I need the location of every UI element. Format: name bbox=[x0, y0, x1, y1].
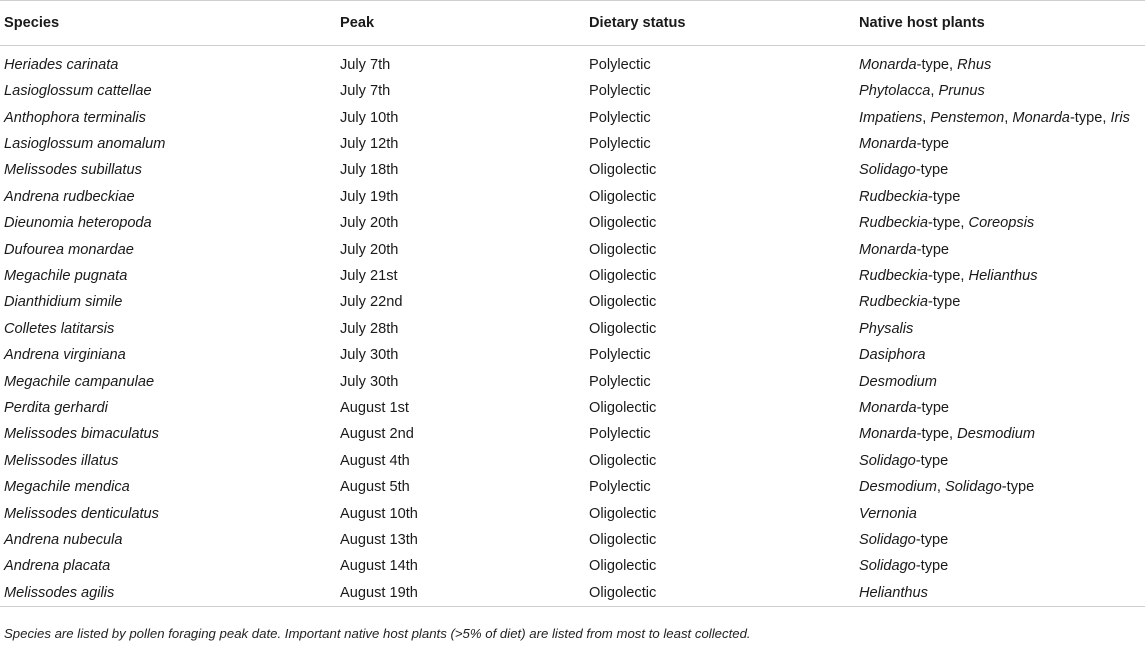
host-plants-cell bbox=[855, 369, 1145, 395]
host-plant-segment: -type, bbox=[916, 56, 958, 73]
host-plants-cell bbox=[855, 316, 1145, 342]
host-plant-segment: Solidago bbox=[944, 479, 1002, 496]
host-plant-segment: Monarda bbox=[859, 56, 917, 73]
host-plant-segment: Monarda bbox=[859, 399, 917, 416]
host-plants-cell bbox=[855, 184, 1145, 210]
host-plant-segment: Helianthus bbox=[859, 584, 928, 601]
table-row bbox=[0, 342, 1145, 368]
host-plant-segment: -type bbox=[915, 162, 949, 179]
table-row bbox=[0, 395, 1145, 421]
species-cell: Anthophora terminalis bbox=[4, 109, 146, 126]
dietary-status-cell: Oligolectic bbox=[589, 399, 657, 416]
peak-cell: July 12th bbox=[340, 136, 399, 153]
species-cell: Megachile campanulae bbox=[4, 373, 155, 390]
table-body bbox=[0, 46, 1145, 607]
dietary-status-cell: Polylectic bbox=[589, 373, 651, 390]
host-plant-segment: -type, bbox=[927, 215, 969, 232]
peak-cell: July 20th bbox=[340, 215, 399, 232]
host-plants-cell bbox=[855, 46, 1145, 79]
peak-cell: August 10th bbox=[340, 505, 418, 522]
table-row bbox=[0, 184, 1145, 210]
dietary-status-cell: Polylectic bbox=[589, 426, 651, 443]
host-plants-cell bbox=[855, 263, 1145, 289]
peak-cell: August 19th bbox=[336, 580, 585, 607]
peak-cell: August 4th bbox=[340, 452, 410, 469]
peak-cell: July 30th bbox=[340, 373, 399, 390]
host-plant-segment: -type bbox=[916, 241, 950, 258]
host-plant-segment: -type, bbox=[927, 268, 969, 285]
dietary-status-cell: Oligolectic bbox=[589, 320, 657, 337]
table-row bbox=[0, 78, 1145, 104]
host-plants-cell bbox=[855, 78, 1145, 104]
host-plant-segment: Prunus bbox=[938, 83, 985, 100]
dietary-status-cell: Oligolectic bbox=[589, 268, 657, 285]
host-plant-segment: Solidago bbox=[859, 558, 916, 575]
peak-cell: July 7th bbox=[340, 56, 391, 73]
host-plants-cell bbox=[855, 342, 1145, 368]
table-footnote: Species are listed by pollen foraging peak date. Important native host plants (>5% of diet) are listed from most to least collected. bbox=[4, 626, 751, 641]
host-plants-cell bbox=[855, 131, 1145, 157]
dietary-status-cell: Oligolectic bbox=[589, 162, 657, 179]
table-row bbox=[0, 210, 1145, 236]
peak-cell: August 5th bbox=[340, 479, 410, 496]
host-plant-segment: Solidago bbox=[859, 452, 916, 469]
host-plants-cell bbox=[855, 553, 1145, 579]
host-plant-segment: Physalis bbox=[859, 320, 914, 337]
host-plants-cell bbox=[855, 237, 1145, 263]
host-plant-segment: Rudbeckia bbox=[859, 188, 928, 205]
host-plant-segment: Rudbeckia bbox=[859, 294, 928, 311]
peak-cell: July 21st bbox=[340, 268, 398, 285]
peak-cell: July 19th bbox=[340, 188, 399, 205]
host-plants-cell bbox=[855, 395, 1145, 421]
host-plants-cell bbox=[855, 580, 1145, 607]
host-plant-segment: Iris bbox=[1110, 109, 1130, 126]
host-plant-segment: , bbox=[922, 109, 931, 126]
species-cell: Megachile pugnata bbox=[4, 268, 128, 285]
species-cell: Melissodes illatus bbox=[4, 452, 119, 469]
dietary-status-cell: Polylectic bbox=[589, 109, 651, 126]
species-cell: Andrena rudbeckiae bbox=[4, 188, 135, 205]
peak-cell: July 22nd bbox=[340, 294, 403, 311]
dietary-status-cell: Oligolectic bbox=[589, 558, 657, 575]
species-cell: Andrena placata bbox=[4, 558, 111, 575]
species-cell: Colletes latitarsis bbox=[4, 320, 115, 337]
host-plant-segment: -type bbox=[927, 294, 961, 311]
peak-cell: July 18th bbox=[340, 162, 399, 179]
table-row bbox=[0, 501, 1145, 527]
host-plant-segment: -type, bbox=[1069, 109, 1111, 126]
header-native-host-plants: Native host plants bbox=[855, 1, 1145, 46]
host-plant-segment: Monarda bbox=[859, 136, 917, 153]
table-row bbox=[0, 237, 1145, 263]
species-cell: Heriades carinata bbox=[4, 56, 119, 73]
species-cell: Megachile mendica bbox=[4, 479, 130, 496]
table-row bbox=[0, 105, 1145, 131]
host-plant-segment: , bbox=[1004, 109, 1013, 126]
species-cell: Lasioglossum anomalum bbox=[4, 136, 166, 153]
dietary-status-cell: Polylectic bbox=[589, 479, 651, 496]
host-plant-segment: -type, bbox=[916, 426, 958, 443]
dietary-status-cell: Oligolectic bbox=[585, 580, 855, 607]
dietary-status-cell: Polylectic bbox=[589, 136, 651, 153]
species-cell: Dianthidium simile bbox=[4, 294, 123, 311]
table-row bbox=[0, 46, 1145, 79]
table-row bbox=[0, 131, 1145, 157]
table-row bbox=[0, 158, 1145, 184]
table-row bbox=[0, 553, 1145, 579]
species-cell: Andrena nubecula bbox=[4, 531, 123, 548]
species-cell: Melissodes agilis bbox=[0, 580, 336, 607]
host-plants-cell bbox=[855, 158, 1145, 184]
header-row bbox=[0, 1, 1145, 46]
host-plant-segment: , bbox=[936, 479, 945, 496]
host-plant-segment: , bbox=[930, 83, 939, 100]
host-plants-cell bbox=[855, 448, 1145, 474]
table-row bbox=[0, 263, 1145, 289]
species-cell: Melissodes denticulatus bbox=[4, 505, 159, 522]
table-row bbox=[0, 316, 1145, 342]
dietary-status-cell: Oligolectic bbox=[589, 294, 657, 311]
header-dietary-status: Dietary status bbox=[585, 1, 855, 46]
host-plant-segment: Impatiens bbox=[859, 109, 923, 126]
host-plant-segment: Dasiphora bbox=[859, 347, 926, 364]
host-plant-segment: -type bbox=[915, 558, 949, 575]
header-species: Species bbox=[0, 1, 336, 46]
peak-cell: August 13th bbox=[340, 531, 418, 548]
host-plant-segment: Solidago bbox=[859, 162, 916, 179]
species-cell: Perdita gerhardi bbox=[4, 399, 108, 416]
table-row bbox=[0, 369, 1145, 395]
table-row bbox=[0, 421, 1145, 447]
peak-cell: July 30th bbox=[340, 347, 399, 364]
dietary-status-cell: Polylectic bbox=[589, 56, 651, 73]
peak-cell: August 1st bbox=[340, 399, 409, 416]
species-cell: Melissodes subillatus bbox=[4, 162, 142, 179]
dietary-status-cell: Oligolectic bbox=[589, 188, 657, 205]
dietary-status-cell: Polylectic bbox=[589, 347, 651, 364]
host-plant-segment: Rhus bbox=[957, 56, 992, 73]
table-row bbox=[0, 580, 1145, 607]
host-plant-segment: Coreopsis bbox=[968, 215, 1035, 232]
host-plant-segment: -type bbox=[1001, 479, 1035, 496]
species-cell: Lasioglossum cattellae bbox=[4, 83, 152, 100]
peak-cell: August 14th bbox=[340, 558, 418, 575]
host-plant-segment: Solidago bbox=[859, 531, 916, 548]
header-peak: Peak bbox=[336, 1, 585, 46]
host-plants-cell bbox=[855, 105, 1145, 131]
host-plant-segment: -type bbox=[915, 531, 949, 548]
host-plant-segment: -type bbox=[915, 452, 949, 469]
host-plant-segment: Monarda bbox=[859, 426, 917, 443]
host-plant-segment: Penstemon bbox=[930, 109, 1005, 126]
host-plant-segment: Helianthus bbox=[968, 268, 1038, 285]
host-plants-cell bbox=[855, 527, 1145, 553]
table-row bbox=[0, 474, 1145, 500]
peak-cell: July 28th bbox=[340, 320, 399, 337]
species-cell: Andrena virginiana bbox=[4, 347, 126, 364]
host-plant-segment: Rudbeckia bbox=[859, 215, 928, 232]
species-cell: Dufourea monardae bbox=[4, 241, 134, 258]
peak-cell: July 10th bbox=[340, 109, 399, 126]
host-plants-cell bbox=[855, 210, 1145, 236]
host-plant-segment: Vernonia bbox=[859, 505, 917, 522]
host-plant-segment: Rudbeckia bbox=[859, 268, 928, 285]
host-plants-cell bbox=[855, 501, 1145, 527]
dietary-status-cell: Oligolectic bbox=[589, 215, 657, 232]
dietary-status-cell: Oligolectic bbox=[589, 452, 657, 469]
host-plant-segment: Desmodium bbox=[957, 426, 1036, 443]
dietary-status-cell: Oligolectic bbox=[589, 531, 657, 548]
peak-cell: August 2nd bbox=[340, 426, 414, 443]
host-plant-segment: Desmodium bbox=[859, 373, 937, 390]
species-cell: Melissodes bimaculatus bbox=[4, 426, 159, 443]
table-row bbox=[0, 290, 1145, 316]
peak-cell: July 7th bbox=[340, 83, 391, 100]
host-plant-segment: Phytolacca bbox=[859, 83, 931, 100]
host-plant-segment: Monarda bbox=[859, 241, 917, 258]
dietary-status-cell: Oligolectic bbox=[589, 505, 657, 522]
host-plant-segment: Monarda bbox=[1012, 109, 1070, 126]
host-plant-segment: -type bbox=[916, 399, 950, 416]
host-plants-cell bbox=[855, 290, 1145, 316]
table-header bbox=[0, 1, 1145, 46]
table-row bbox=[0, 527, 1145, 553]
table-row bbox=[0, 448, 1145, 474]
host-plant-segment: -type bbox=[927, 188, 961, 205]
host-plants-cell bbox=[855, 421, 1145, 447]
dietary-status-cell: Polylectic bbox=[589, 83, 651, 100]
dietary-status-cell: Oligolectic bbox=[589, 241, 657, 258]
host-plant-segment: -type bbox=[916, 136, 950, 153]
species-cell: Dieunomia heteropoda bbox=[4, 215, 152, 232]
host-plants-cell bbox=[855, 474, 1145, 500]
host-plant-segment: Desmodium bbox=[859, 479, 937, 496]
peak-cell: July 20th bbox=[340, 241, 399, 258]
